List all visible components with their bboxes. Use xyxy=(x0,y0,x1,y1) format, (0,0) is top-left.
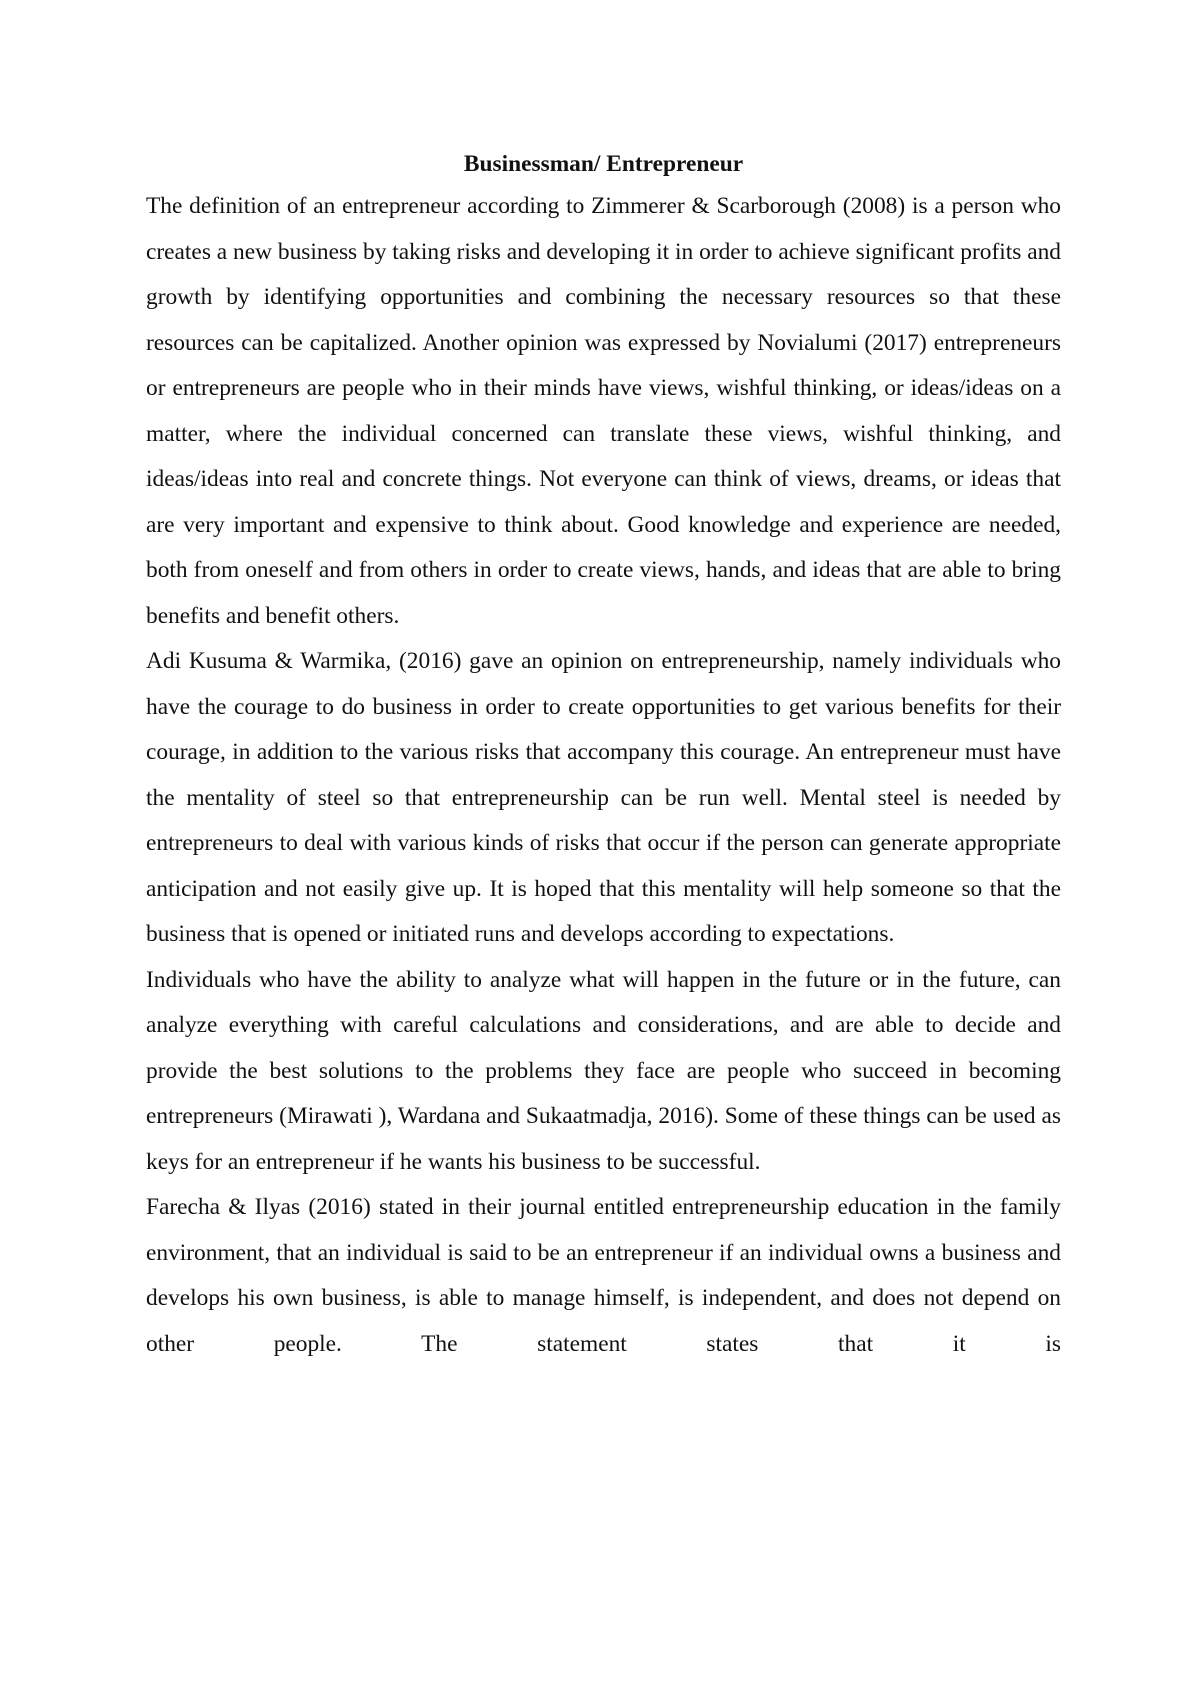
paragraph-farecha-ilyas: Farecha & Ilyas (2016) stated in their journal entitled entrepreneurship education in the family environment, that an individual is said to be an entrepreneur if an individual owns a business and develops his own business, is able to manage himself, is independent, and does not depend on other people. The statement states that it is xyxy=(146,1194,1061,1357)
paragraph-entrepreneur-definition: The definition of an entrepreneur according to Zimmerer & Scarborough (2008) is a person who creates a new business by taking risks and developing it in order to achieve significant profits and growth by identifying opportunities and combining the necessary resources so that these resources can be capitalized. Another opinion was expressed by Novialumi (2017) entrepreneurs or entrepreneurs are people who in their minds have views, wishful thinking, or ideas/ideas on a matter, where the individual concerned can translate these views, wishful thinking, and ideas/ideas into real and concrete things. Not everyone can think of views, dreams, or ideas that are very important and expensive to think about. Good knowledge and experience are needed, both from oneself and from others in order to create views, hands, and ideas that are able to bring benefits and benefit others. xyxy=(146,193,1061,629)
document-title: Businessman/ Entrepreneur xyxy=(463,151,744,177)
paragraph-analysis-ability: Individuals who have the ability to analyze what will happen in the future or in the future, can analyze everything with careful calculations and considerations, and are able to decide and provide the best solutions to the problems they face are people who succeed in becoming entrepreneurs (Mirawati ), Wardana and Sukaatmadja, 2016). Some of these things can be used as keys for an entrepreneur if he wants his business to be successful. xyxy=(146,966,1061,1175)
document-page xyxy=(146,150,1061,1367)
paragraph-adi-kusuma-warmika: Adi Kusuma & Warmika, (2016) gave an opinion on entrepreneurship, namely individuals who have the courage to do business in order to create opportunities to get various benefits for their courage, in addition to the various risks that accompany this courage. An entrepreneur must have the mentality of steel so that entrepreneurship can be run well. Mental steel is needed by entrepreneurs to deal with various kinds of risks that occur if the person can generate appropriate anticipation and not easily give up. It is hoped that this mentality will help someone so that the business that is opened or initiated runs and develops according to expectations. xyxy=(146,648,1061,947)
